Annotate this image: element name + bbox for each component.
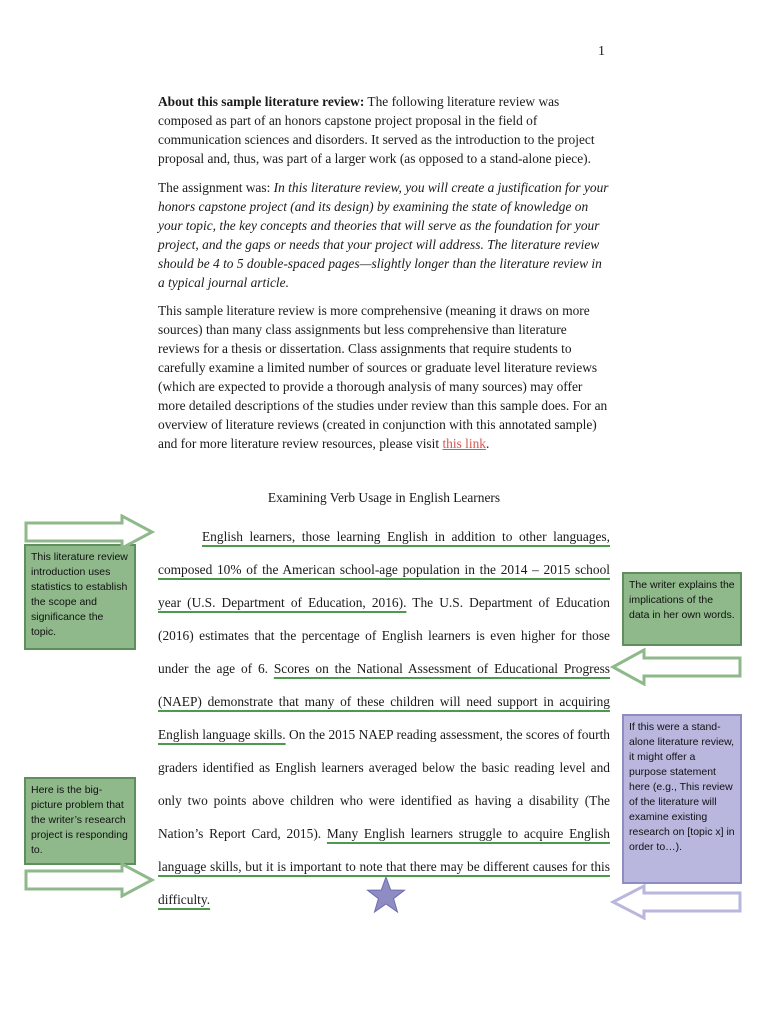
arrow-left-icon <box>610 884 744 920</box>
assignment-text: In this literature review, you will create a justification for your honors capstone project (and its design) by examining the state of knowledge on your topic, the key concepts and theories that will serve as the foundation for your project, and the gaps or needs that your project will address. The literature review should be 4 to 5 double-spaced pages—slightly longer than the literature review in a typical journal article. <box>158 180 609 290</box>
essay-sentence-scores: On the 2015 NAEP reading assessment, the scores of fourth graders identified as English learners averaged below the basic reading level and only two points above children who were identified as having a disability (The Nation’s Report Card, 2015). <box>158 727 610 841</box>
essay-sentence-naep: Scores on the National Assessment of Educational Progress (NAEP) demonstrate that many of these children will need support in acquiring English language skills. <box>158 661 610 742</box>
essay-sentence-statistics: English learners, those learning English in addition to other languages, composed 10% of the American school-age population in the 2014 – 2015 school year (U.S. Department of Education, 2016). <box>158 529 610 610</box>
essay-sentence-estimate: The U.S. Department of Education (2016) estimates that the percentage of English learners is even higher for those under the age of 6. <box>158 595 611 676</box>
intro-paragraph-1 <box>158 92 610 168</box>
star-icon <box>366 876 406 914</box>
scope-paragraph <box>158 301 610 453</box>
resource-link[interactable]: this link <box>442 436 486 451</box>
intro-p1-text: The following literature review was composed as part of an honors capstone project proposal in the field of communication sciences and disorders. It served as the introduction to the project proposal and, thus, was part of a larger work (as opposed to a stand-alone piece). <box>158 94 595 166</box>
callout-statistics: This literature review introduction uses statistics to establish the scope and significance the topic. <box>24 544 136 650</box>
assignment-paragraph <box>158 178 610 292</box>
arrow-left-icon <box>610 648 744 686</box>
essay-paragraph <box>158 520 610 916</box>
arrow-right-icon <box>24 862 156 898</box>
assignment-lead: The assignment was: <box>158 180 274 195</box>
arrow-right-icon <box>24 514 156 550</box>
page-number: 1 <box>598 44 605 59</box>
intro-heading: About this sample literature review: <box>158 94 365 109</box>
essay-sentence-problem: Many English learners struggle to acquire English language skills, but it is important to note that there may be different causes for this difficulty. <box>158 826 610 907</box>
essay-title: Examining Verb Usage in English Learners <box>267 490 501 505</box>
callout-big-picture: Here is the big-picture problem that the writer’s research project is responding to. <box>24 777 136 865</box>
callout-implications: The writer explains the implications of the data in her own words. <box>622 572 742 646</box>
scope-end: . <box>485 436 490 451</box>
scope-text: This sample literature review is more comprehensive (meaning it draws on more sources) than many class assignments but less comprehensive than literature reviews for a thesis or dissertation. Class assignments that require students to carefully examine a limited number of sources or graduate level literature reviews (which are expected to provide a thorough analysis of many sources) may offer more detailed descriptions of the studies under review than this sample does. For an overview of literature reviews (created in conjunction with this annotated sample) and for more literature review resources, please visit <box>158 303 608 451</box>
callout-purpose-statement: If this were a stand-alone literature review, it might offer a purpose statement here (e.g., This review of the literature will examine existing research on [topic x] in order to…). <box>622 714 742 884</box>
